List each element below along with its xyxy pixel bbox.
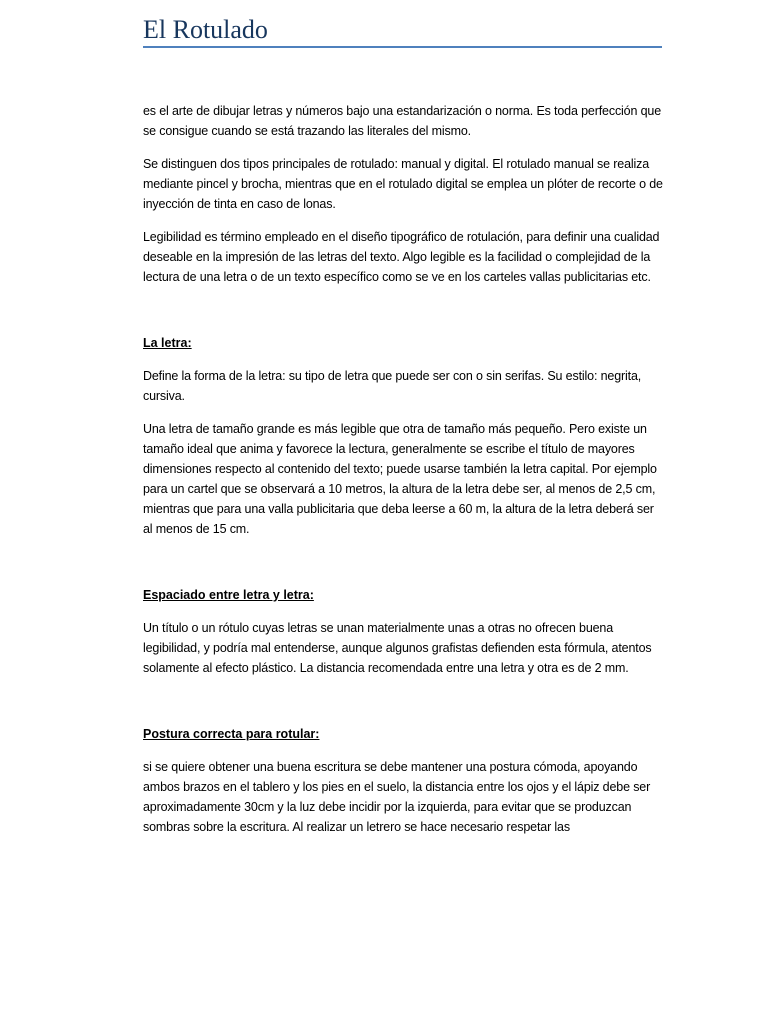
intro-paragraph: Se distinguen dos tipos principales de rotulado: manual y digital. El rotulado manual se realiza mediante pincel y brocha, mientras que en el rotulado digital se emplea un plóter de recorte o de inyección de tinta en caso de lonas. <box>143 157 663 211</box>
intro-paragraph: Legibilidad es término empleado en el diseño tipográfico de rotulación, para definir una cualidad deseable en la impresión de las letras del texto. Algo legible es la facilidad o complejidad de la lectura de una letra o de un texto específico como se ve en los carteles vallas publicitarias etc. <box>143 230 660 284</box>
section-paragraph: si se quiere obtener una buena escritura se debe mantener una postura cómoda, apoyando ambos brazos en el tablero y los pies en el suelo, la distancia entre los ojos y el lápiz debe ser aproximadamente 30cm y la luz debe incidir por la izquierda, para evitar que se produzcan sombras sobre la escritura. Al realizar un letrero se hace necesario respetar las <box>143 760 651 834</box>
section-paragraph: Define la forma de la letra: su tipo de letra que puede ser con o sin serifas. Su estilo: negrita, cursiva. <box>143 369 642 403</box>
document-body <box>143 101 663 850</box>
page-title: El Rotulado <box>143 14 662 48</box>
intro-paragraph: es el arte de dibujar letras y números bajo una estandarización o norma. Es toda perfección que se consigue cuando se está trazando las literales del mismo. <box>143 104 662 138</box>
section-heading-la-letra: La letra: <box>143 336 192 350</box>
section-paragraph: Una letra de tamaño grande es más legible que otra de tamaño más pequeño. Pero existe un tamaño ideal que anima y favorece la lectura, generalmente se escribe el título de mayores dimensiones respecto al contenido del texto; puede usarse también la letra capital. Por ejemplo para un cartel que se observará a 10 metros, la altura de la letra debe ser, al menos de 2,5 cm, mientras que para una valla publicitaria que deba leerse a 60 m, la altura de la letra deberá ser al menos de 15 cm. <box>143 422 657 536</box>
section-spacer <box>143 552 663 585</box>
section-spacer <box>143 691 663 724</box>
section-heading-postura: Postura correcta para rotular: <box>143 727 320 741</box>
section-heading-espaciado: Espaciado entre letra y letra: <box>143 588 314 602</box>
section-paragraph: Un título o un rótulo cuyas letras se unan materialmente unas a otras no ofrecen buena legibilidad, y podría mal entenderse, aunque algunos grafistas defienden esta fórmula, atentos solamente al efecto plástico. La distancia recomendada entre una letra y otra es de 2 mm. <box>143 621 652 675</box>
section-spacer <box>143 300 663 333</box>
